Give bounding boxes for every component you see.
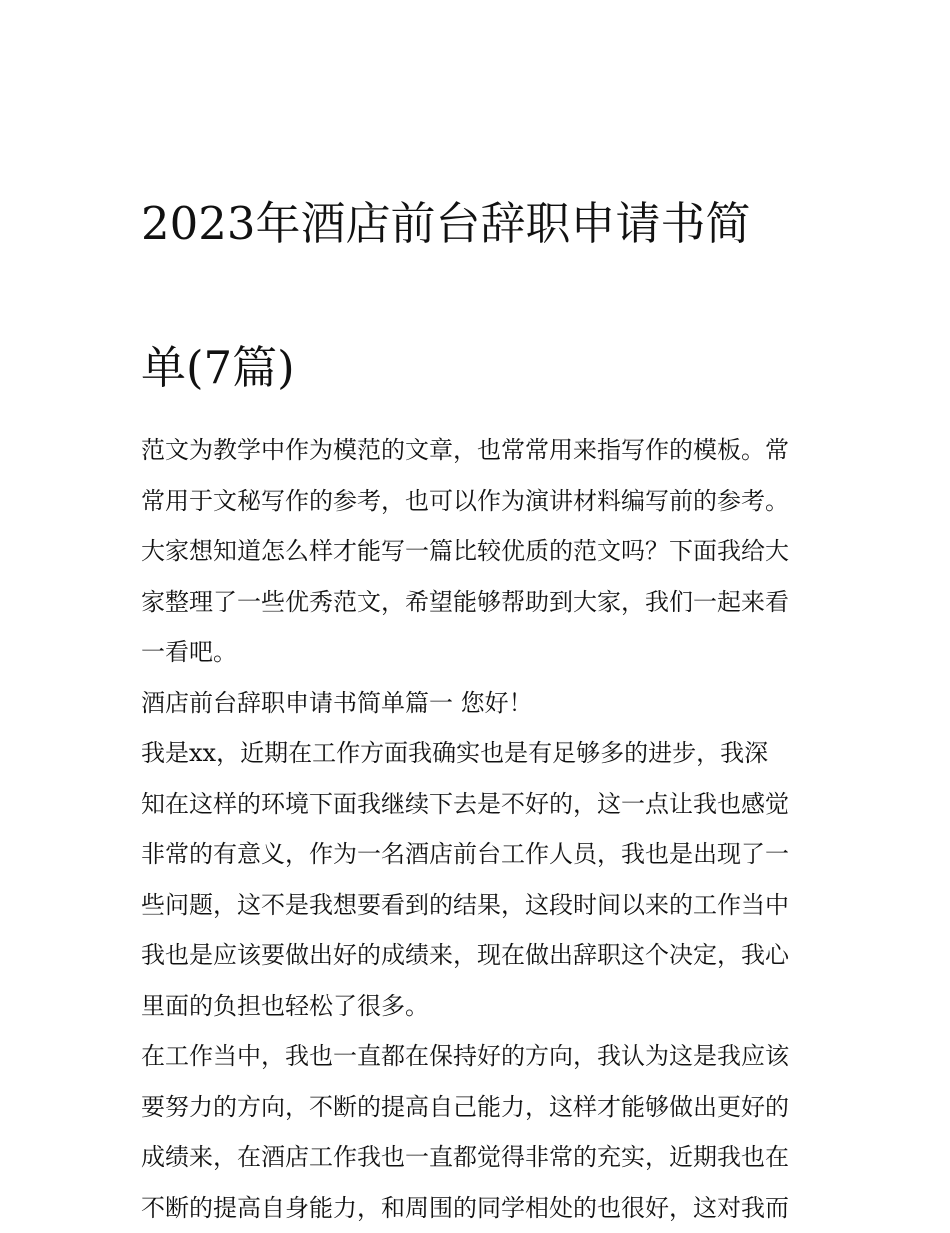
document-body (141, 425, 813, 1233)
paragraph-body-2: 在工作当中，我也一直都在保持好的方向，我认为这是我应该 要努力的方向，不断的提高自己能力，这样才能够做出更好的 成绩来，在酒店工作我也一直都觉得非常的充实，近期我也在 不断的提高自身能力，和周围的同学相处的也很好，这对我而 (141, 1042, 789, 1222)
document-content (141, 116, 813, 1233)
paragraph-intro: 范文为教学中作为模范的文章，也常常用来指写作的模板。常 常用于文秘写作的参考，也可以作为演讲材料编写前的参考。 大家想知道怎么样才能写一篇比较优质的范文吗？下面我给大 家整理了一些优秀范文，希望能够帮助到大家，我们一起来看 一看吧。 (141, 436, 789, 666)
title-line-1: 2023年酒店前台辞职申请书简 (141, 197, 751, 250)
title-line-2: 单(7篇) (141, 341, 295, 394)
paragraph-heading-part1: 酒店前台辞职申请书简单篇一 您好！ (141, 688, 533, 717)
document-title (141, 116, 813, 404)
paragraph-body-1: 我是xx，近期在工作方面我确实也是有足够多的进步，我深 知在这样的环境下面我继续下去是不好的，这一点让我也感觉 非常的有意义，作为一名酒店前台工作人员，我也是出现了一 些问题，这不是我想要看到的结果，这段时间以来的工作当中 我也是应该要做出好的成绩来，现在做出辞职这个决定，我心 里面的负担也轻松了很多。 (141, 739, 789, 1020)
